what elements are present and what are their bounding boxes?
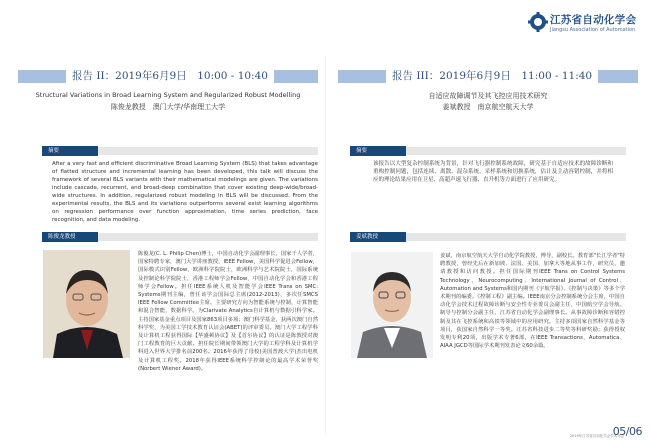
left-abstract: After a very fast and efficient discriminative Broad Learning System (BLS) that takes advantage of flatted structure and incremental learning has been developed, this talk will discuss the framework of several BLS variants with their mathematical modelings are given. The variations include cascade, recurrent, and broad-deep combination that cover existing deep-wide/broad-wide structures. In addition, regularized robust modeling in BLS will be discussed. From the experimental results, the BLS and its variations outperforms several exist learning algorithms on regression performance over function approximation, time series prediction, face recognition, and data modeling. [52, 161, 318, 223]
footer-conference: 2019年江苏省自动化学会学术年会 [569, 434, 625, 438]
left-topic: Structural Variations in Broad Learning System and Regularized Robust Modelling [35, 91, 301, 99]
gear-logo-icon [528, 11, 548, 33]
speaker-photo-jiang [351, 252, 433, 358]
right-report-title: 报告 III：2019年6月9日 11:00 - 11:40 [386, 69, 598, 84]
page-footer [570, 419, 642, 438]
right-bio-top [440, 252, 625, 412]
society-logo [528, 6, 648, 44]
left-bio-label: 陈俊龙教授 [42, 232, 98, 242]
society-name-cn: 江苏省自动化学会 [550, 14, 637, 26]
right-bio: 姜斌，南京航空航天大学自动化学院教授，博导，副校长。教育部"长江学者"特聘教授，曾经先后在新加坡、法国、美国、加拿大等地从事工作，研究员，邀请教授和访问教授。担任国际期刊IEEE Trans on Control Systems Technology、Neurocomputing、International Journal of Control、Automation and Systems和国内期刊《宇航学报》、《控制与决策》等多个学术期刊的编委。《控制工程》副主编。IEEE南京分会控制系统分会主席，中国自动化学会技术过程故障诊断与安全性专业委员会副主任，中国航空学会导航、制导与控制分会副主任，江苏省自动化学会副理事长。从事故障诊断和容错控制及其在飞控系统和高铁等领域中的应用研究。主持多项国家自然科学基金等项目，获国家自然科学一等奖。江苏省科技进步二等奖等科研奖励；获得授权发明专利20项，出版学术专著6部，在IEEE Transactions、Automatica、AIAA JGCD等国际学术期刊发表论文60余篇。 [440, 253, 625, 350]
speaker-photo-chen [43, 250, 130, 358]
right-topic: 自适应故障调节及其飞控应用技术研究 [428, 92, 548, 100]
society-name-en: Jiangsu Association of Automation [550, 27, 636, 33]
left-speaker: 陈俊龙教授 澳门大学/华南理工大学 [110, 103, 226, 111]
page-number: 05/06 [612, 425, 642, 438]
right-speaker: 姜斌教授 南京航空航天大学 [442, 103, 534, 111]
left-report-title: 报告 II：2019年6月9日 10:00 - 10:40 [66, 69, 274, 84]
page-divider [325, 55, 326, 435]
right-bio-label: 姜斌教授 [350, 232, 406, 242]
left-bio-top [138, 250, 318, 372]
left-bio: 陈俊龙(C. L. Philip Chen)博士，中国自动化学会副理事长，国家千人学者，国家特聘专家，澳门大学讲座教授，IEEE Fellow，美国科学促进会Fellow，国际模式识别Fellow，欧洲科学院院士，欧洲科学与艺术院院士，国际系统及控制论科学院院士，香港工程师学会Fellow，中国自动化学会和香港工程师学会Fellow。担任IEEE系统人机及智能学会IEEE Trans on SMC: Systems期刊主编，曾任该学会国际总主席(2012-2013)，多次任SMCS IEEE Fellow Committee主席。主要研究方向为智能系统与控制，计算智能和混合智能，数据科学。为Clarivate Analytics自计算机与数据引科学家。主持国家基金重点项目及国家863项目多项；澳门科学基金，获两次澳门自然科学奖，为美国工学技术教育认证会(ABET)的评审委员。澳门大学工程学科及计算机工程获得国际【华盛顿协议】及【首尔协议】的认证是陈教授对澳门工程教育的巨大贡献。担任院长期间带领澳门大学的工程学科及计算机学科进入世界大学排名前200名。2016年获得了母校(美国普渡大学)杰出电机及计算机工程奖。2018年获得IEEE系统科学控制论的最高学术荣誉奖(Norbert Wiener Award)。 [138, 251, 318, 372]
right-abstract: 该报告以大型复杂控制系统为背景，针对飞行器控制系统故障，研究基于自适应技术的故障诊断和重构控制问题，包括连续、离散、混杂系统，采样系统和切换系统，估计及主动容错控制，并将相应的理论结果应用在卫星、高超声速飞行器、直升机等方面进行了应用研究。 [373, 161, 613, 183]
right-abstract-label: 摘要 [350, 146, 406, 156]
left-abstract-label: 摘要 [42, 146, 98, 156]
